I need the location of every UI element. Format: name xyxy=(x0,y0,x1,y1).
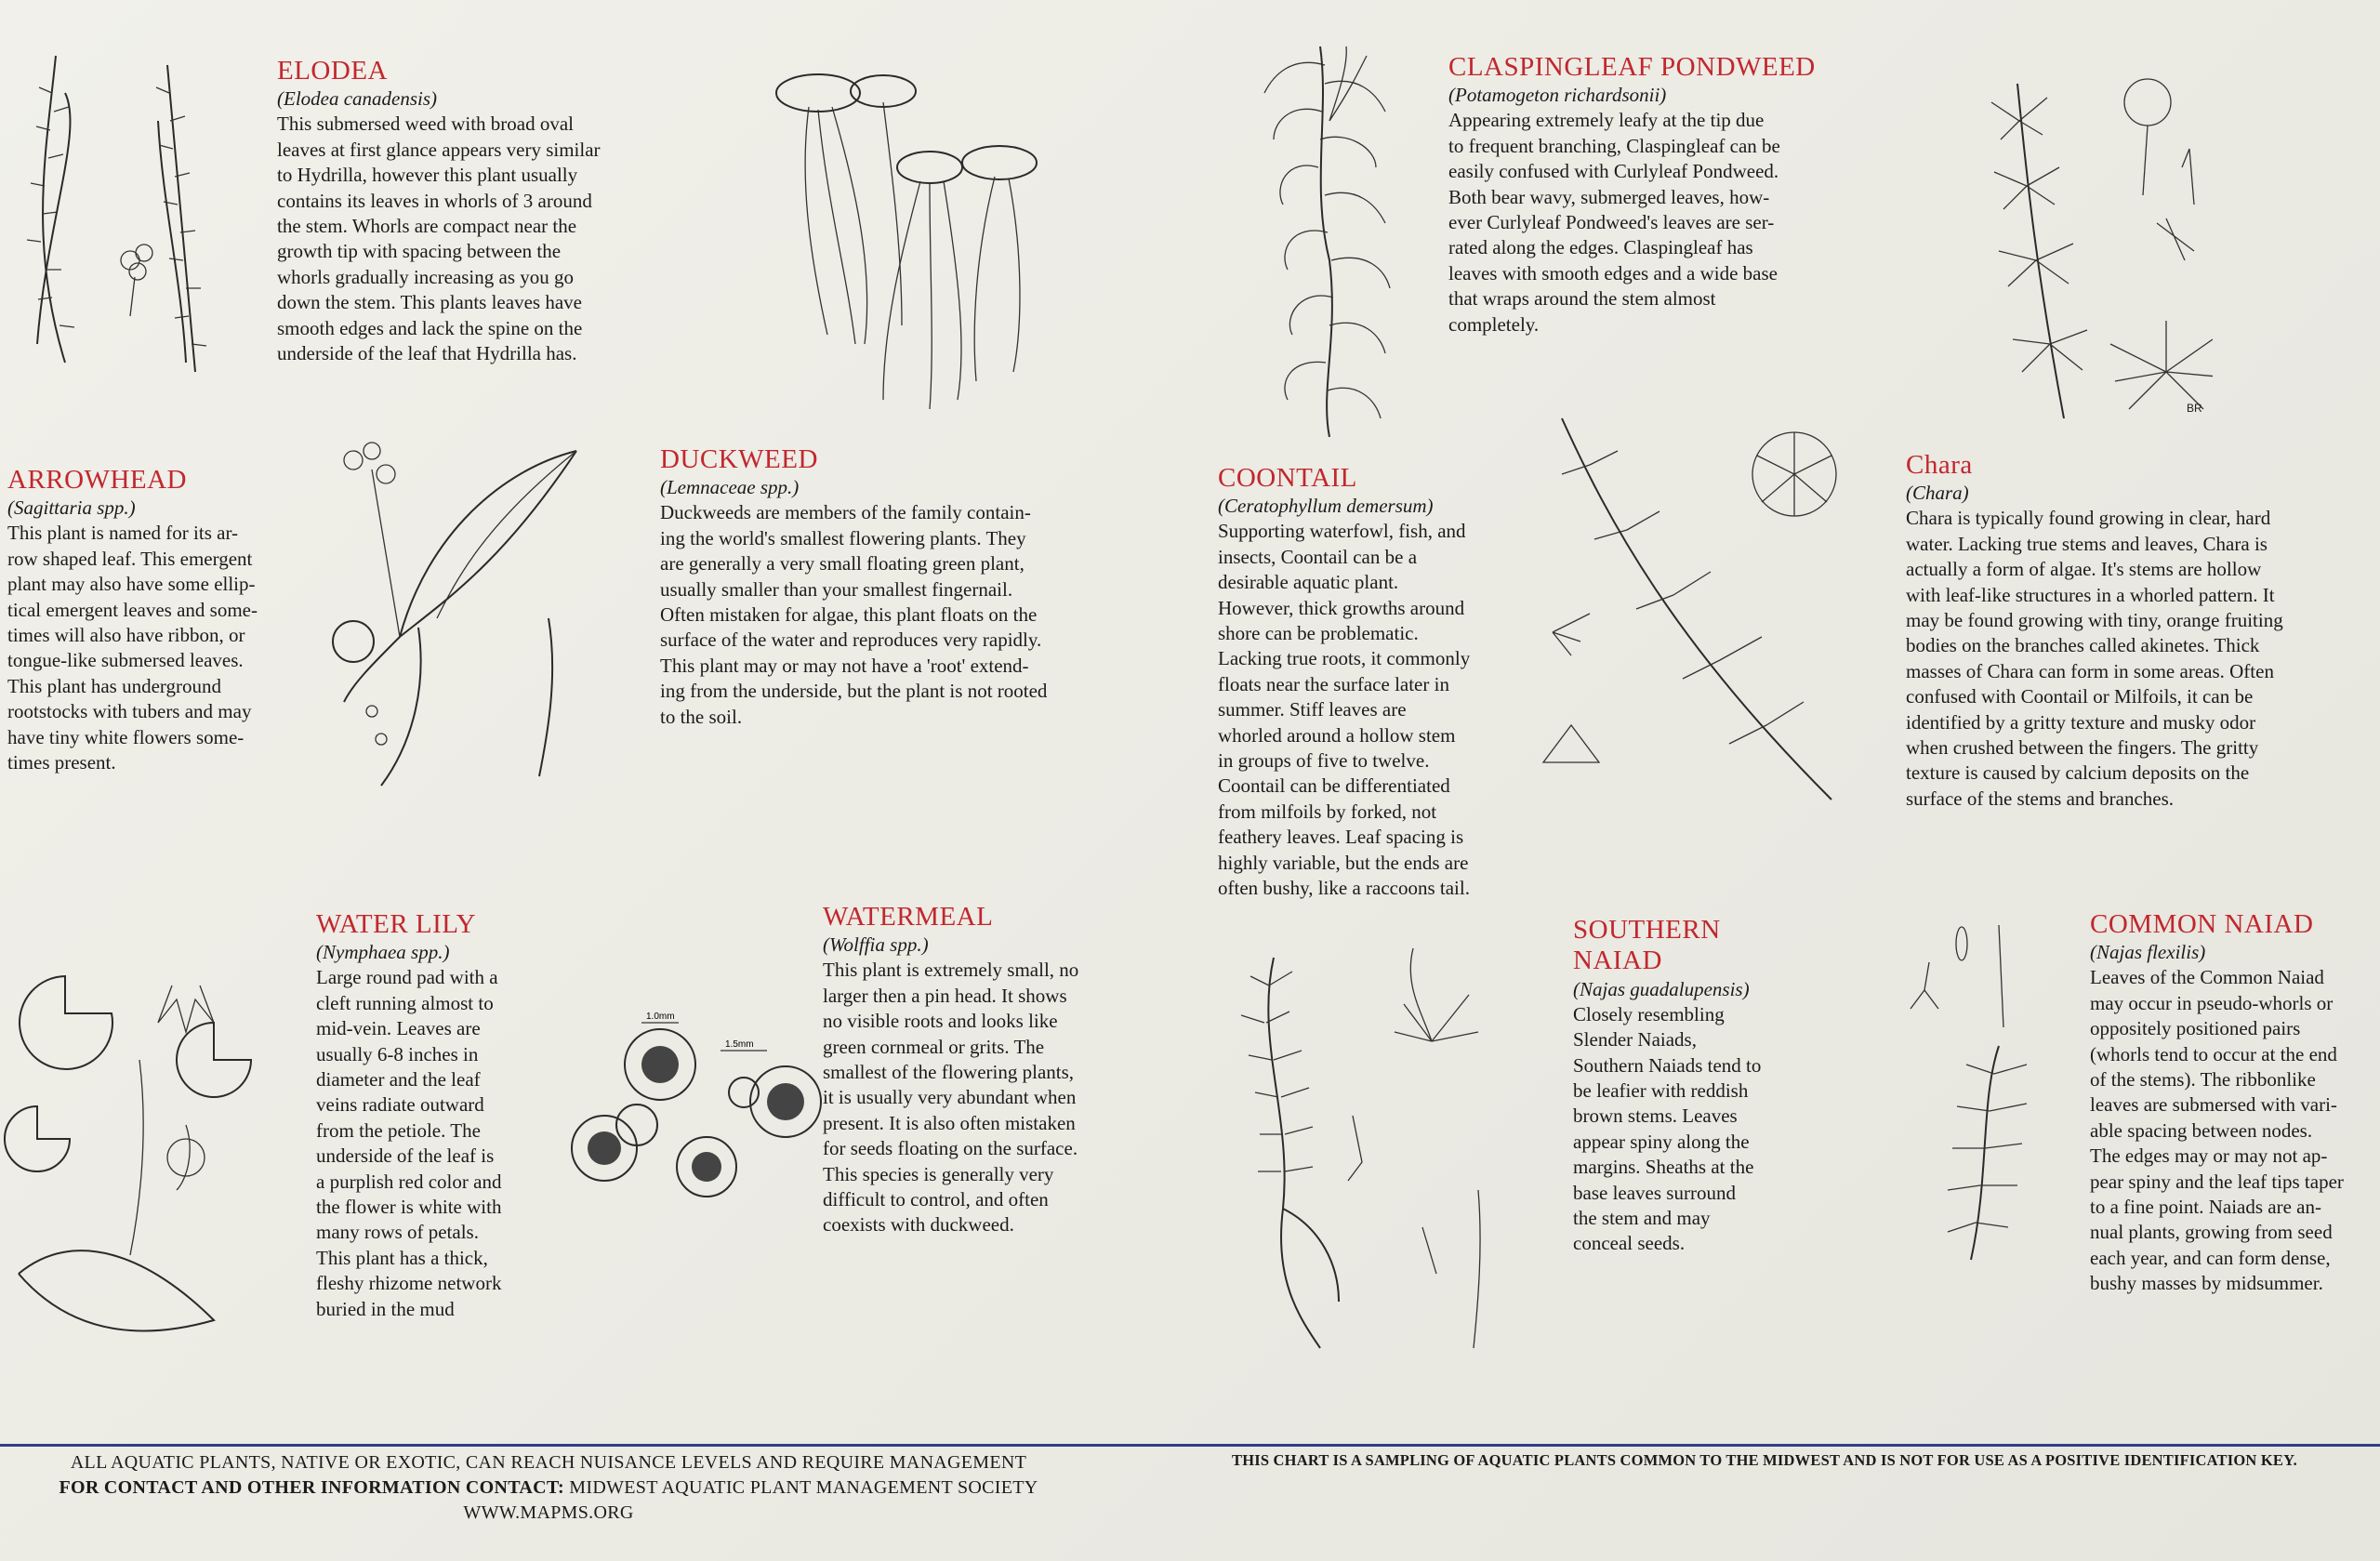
coontail-line: Coontail can be differentiated xyxy=(1218,774,1450,798)
footer-org: MIDWEST AQUATIC PLANT MANAGEMENT SOCIETY xyxy=(564,1477,1038,1498)
watermeal-line: smallest of the flowering plants, xyxy=(823,1060,1075,1083)
chara-line: identified by a gritty texture and musky odor xyxy=(1906,710,2256,734)
waterlily-line: from the petiole. The xyxy=(316,1118,481,1142)
elodea-scientific: (Elodea canadensis) xyxy=(277,87,438,111)
duckweed-line: ing the world's smallest flowering plants. They xyxy=(660,526,1026,549)
coontail-illustration xyxy=(1534,409,1859,818)
arrowhead-scientific: (Sagittaria spp.) xyxy=(7,496,136,520)
claspingleaf-illustration xyxy=(1236,37,1432,437)
watermeal-scale-1: 1.0mm xyxy=(646,1012,675,1022)
commonnaiad-line: (whorls tend to occur at the end xyxy=(2090,1042,2337,1065)
coontail-line: in groups of five to twelve. xyxy=(1218,749,1430,772)
waterlily-illustration xyxy=(0,948,307,1357)
duckweed-line: Often mistaken for algae, this plant floats on the xyxy=(660,602,1038,626)
commonnaiad-line: leaves are submersed with vari- xyxy=(2090,1093,2337,1117)
chara-scientific: (Chara) xyxy=(1906,482,1969,505)
footer-disclaimer: THIS CHART IS A SAMPLING OF AQUATIC PLANTS COMMON TO THE MIDWEST AND IS NOT FOR USE AS A POSITIVE IDENTIFICATION KEY. xyxy=(1232,1451,2297,1469)
southernnaiad-line: Southern Naiads tend to xyxy=(1573,1053,1762,1077)
southernnaiad-line: be leafier with reddish xyxy=(1573,1078,1749,1102)
waterlily-line: diameter and the leaf xyxy=(316,1067,481,1091)
arrowhead-line: plant may also have some ellip- xyxy=(7,573,256,596)
watermeal-illustration xyxy=(558,1004,827,1218)
commonnaiad-line: pear spiny and the leaf tips taper xyxy=(2090,1170,2344,1193)
coontail-line: Lacking true roots, it commonly xyxy=(1218,647,1471,670)
waterlily-line: usually 6-8 inches in xyxy=(316,1042,479,1065)
duckweed-line: are generally a very small floating green plant, xyxy=(660,552,1025,575)
chara-line: bodies on the branches called akinetes. Thick xyxy=(1906,634,2260,657)
chara-illustration xyxy=(1962,65,2213,428)
elodea-line: down the stem. This plants leaves have xyxy=(277,291,582,314)
southernnaiad-line: brown stems. Leaves xyxy=(1573,1105,1738,1128)
footer-contact-label: FOR CONTACT AND OTHER INFORMATION CONTACT: xyxy=(59,1477,564,1498)
arrowhead-illustration xyxy=(316,432,586,804)
claspingleaf-name: CLASPINGLEAF PONDWEED xyxy=(1448,52,1816,82)
elodea-name: ELODEA xyxy=(277,56,388,86)
waterlily-line: This plant has a thick, xyxy=(316,1246,488,1269)
coontail-line: Supporting waterfowl, fish, and xyxy=(1218,520,1466,543)
southernnaiad-scientific: (Najas guadalupensis) xyxy=(1573,977,1750,1000)
elodea-line: the stem. Whorls are compact near the xyxy=(277,214,577,237)
southernnaiad-line: base leaves surround xyxy=(1573,1181,1736,1204)
waterlily-line: fleshy rhizome network xyxy=(316,1272,502,1295)
waterlily-scientific: (Nymphaea spp.) xyxy=(316,941,450,964)
commonnaiad-line: of the stems). The ribbonlike xyxy=(2090,1067,2316,1091)
watermeal-line: coexists with duckweed. xyxy=(823,1213,1014,1237)
chara-line: when crushed between the fingers. The gritty xyxy=(1906,736,2259,759)
arrowhead-line: This plant is named for its ar- xyxy=(7,522,239,545)
southernnaiad-illustration xyxy=(1199,930,1534,1367)
watermeal-line: larger then a pin head. It shows xyxy=(823,984,1067,1007)
claspingleaf-line: Both bear wavy, submerged leaves, how- xyxy=(1448,185,1770,208)
watermeal-line: green cornmeal or grits. The xyxy=(823,1035,1045,1058)
southernnaiad-line: Slender Naiads, xyxy=(1573,1028,1697,1052)
arrowhead-line: times present. xyxy=(7,751,116,774)
footer-contact-line xyxy=(0,1475,1097,1501)
southernnaiad-entry xyxy=(1573,915,1824,1257)
claspingleaf-scientific: (Potamogeton richardsonii) xyxy=(1448,84,1667,107)
waterlily-line: veins radiate outward xyxy=(316,1093,484,1117)
waterlily-line: buried in the mud xyxy=(316,1297,455,1320)
elodea-entry xyxy=(277,56,668,366)
arrowhead-line: This plant has underground xyxy=(7,674,221,697)
elodea-line: smooth edges and lack the spine on the xyxy=(277,316,583,339)
arrowhead-name: ARROWHEAD xyxy=(7,465,187,495)
elodea-line: growth tip with spacing between the xyxy=(277,240,562,263)
elodea-line: to Hydrilla, however this plant usually xyxy=(277,164,578,187)
waterlily-line: Large round pad with a xyxy=(316,966,498,989)
elodea-line: underside of the leaf that Hydrilla has. xyxy=(277,342,577,364)
duckweed-line: This plant may or may not have a 'root' extend- xyxy=(660,654,1029,677)
chara-line: with leaf-like structures in a whorled pattern. It xyxy=(1906,583,2275,606)
footer-website: WWW.MAPMS.ORG xyxy=(463,1502,634,1523)
claspingleaf-entry xyxy=(1448,52,1848,337)
duckweed-illustration xyxy=(744,65,1051,418)
watermeal-scale-2: 1.5mm xyxy=(725,1039,754,1050)
southernnaiad-line: conceal seeds. xyxy=(1573,1232,1686,1255)
coontail-name: COONTAIL xyxy=(1218,463,1357,493)
claspingleaf-line: that wraps around the stem almost xyxy=(1448,287,1716,311)
elodea-line: whorls gradually increasing as you go xyxy=(277,265,575,288)
arrowhead-line: rootstocks with tubers and may xyxy=(7,700,252,723)
waterlily-name: WATER LILY xyxy=(316,909,477,939)
watermeal-line: for seeds floating on the surface. xyxy=(823,1137,1078,1160)
arrowhead-entry xyxy=(7,465,286,775)
duckweed-scientific: (Lemnaceae spp.) xyxy=(660,476,800,499)
southernnaiad-line: margins. Sheaths at the xyxy=(1573,1156,1754,1179)
chara-entry xyxy=(1906,450,2352,812)
commonnaiad-scientific: (Najas flexilis) xyxy=(2090,941,2206,964)
coontail-line: often bushy, like a raccoons tail. xyxy=(1218,877,1470,900)
footer-rule xyxy=(0,1444,2380,1447)
arrowhead-line: tical emergent leaves and some- xyxy=(7,598,258,621)
commonnaiad-line: able spacing between nodes. xyxy=(2090,1118,2313,1142)
commonnaiad-line: Leaves of the Common Naiad xyxy=(2090,966,2324,989)
duckweed-line: ing from the underside, but the plant is not rooted xyxy=(660,680,1048,703)
commonnaiad-line: may occur in pseudo-whorls or xyxy=(2090,991,2334,1014)
watermeal-line: no visible roots and looks like xyxy=(823,1010,1058,1033)
chara-name: Chara xyxy=(1906,450,1973,480)
southernnaiad-line: appear spiny along the xyxy=(1573,1130,1750,1153)
elodea-line: This submersed weed with broad oval xyxy=(277,112,575,136)
coontail-line: highly variable, but the ends are xyxy=(1218,851,1469,874)
commonnaiad-line: nual plants, growing from seed xyxy=(2090,1221,2333,1244)
southernnaiad-name-2: NAIAD xyxy=(1573,946,1662,976)
commonnaiad-illustration xyxy=(1878,916,2092,1278)
coontail-scientific: (Ceratophyllum demersum) xyxy=(1218,495,1434,518)
artist-initials: BR xyxy=(2187,402,2202,415)
southernnaiad-name-1: SOUTHERN xyxy=(1573,915,1721,945)
coontail-line: floats near the surface later in xyxy=(1218,672,1449,695)
chara-line: actually a form of algae. It's stems are hollow xyxy=(1906,558,2262,581)
watermeal-name: WATERMEAL xyxy=(823,902,994,932)
waterlily-line: cleft running almost to xyxy=(316,991,494,1014)
coontail-line: from milfoils by forked, not xyxy=(1218,800,1437,823)
coontail-line: desirable aquatic plant. xyxy=(1218,571,1399,594)
claspingleaf-line: Appearing extremely leafy at the tip due xyxy=(1448,109,1765,132)
coontail-line: whorled around a hollow stem xyxy=(1218,723,1456,747)
commonnaiad-line: bushy masses by midsummer. xyxy=(2090,1272,2323,1295)
waterlily-line: mid-vein. Leaves are xyxy=(316,1017,481,1040)
waterlily-line: the flower is white with xyxy=(316,1196,502,1218)
coontail-entry xyxy=(1218,463,1553,901)
watermeal-line: it is usually very abundant when xyxy=(823,1086,1077,1109)
commonnaiad-line: each year, and can form dense, xyxy=(2090,1246,2331,1269)
footer-notice: ALL AQUATIC PLANTS, NATIVE OR EXOTIC, CAN REACH NUISANCE LEVELS AND REQUIRE MANAGEMENT xyxy=(70,1452,1027,1473)
commonnaiad-line: oppositely positioned pairs xyxy=(2090,1017,2301,1040)
claspingleaf-line: ever Curlyleaf Pondweed's leaves are ser- xyxy=(1448,210,1775,233)
arrowhead-line: tongue-like submersed leaves. xyxy=(7,649,244,672)
duckweed-name: DUCKWEED xyxy=(660,444,818,474)
duckweed-line: usually smaller than your smallest fingernail. xyxy=(660,577,1013,601)
coontail-line: summer. Stiff leaves are xyxy=(1218,698,1407,721)
duckweed-line: to the soil. xyxy=(660,705,743,728)
southernnaiad-line: the stem and may xyxy=(1573,1206,1711,1229)
duckweed-line: surface of the water and reproduces very rapidly. xyxy=(660,628,1042,652)
claspingleaf-line: leaves with smooth edges and a wide base xyxy=(1448,261,1778,284)
arrowhead-line: row shaped leaf. This emergent xyxy=(7,547,253,570)
chara-line: may be found growing with tiny, orange fruiting xyxy=(1906,608,2283,631)
duckweed-line: Duckweeds are members of the family contain- xyxy=(660,501,1031,524)
coontail-line: However, thick growths around xyxy=(1218,596,1465,619)
southernnaiad-line: Closely resembling xyxy=(1573,1002,1725,1025)
watermeal-entry xyxy=(823,902,1157,1238)
elodea-line: contains its leaves in whorls of 3 around xyxy=(277,189,592,212)
watermeal-line: This plant is extremely small, no xyxy=(823,959,1079,982)
arrowhead-line: have tiny white flowers some- xyxy=(7,725,245,748)
waterlily-line: a purplish red color and xyxy=(316,1170,502,1193)
claspingleaf-line: rated along the edges. Claspingleaf has xyxy=(1448,236,1753,259)
chara-line: surface of the stems and branches. xyxy=(1906,787,2175,810)
waterlily-line: many rows of petals. xyxy=(316,1221,479,1244)
watermeal-line: difficult to control, and often xyxy=(823,1188,1049,1210)
chara-line: masses of Chara can form in some areas. Often xyxy=(1906,659,2274,682)
watermeal-scientific: (Wolffia spp.) xyxy=(823,933,929,957)
coontail-line: insects, Coontail can be a xyxy=(1218,545,1418,568)
coontail-line: feathery leaves. Leaf spacing is xyxy=(1218,826,1464,849)
coontail-line: shore can be problematic. xyxy=(1218,621,1419,644)
commonnaiad-entry xyxy=(2090,909,2369,1297)
duckweed-entry xyxy=(660,444,1134,730)
arrowhead-line: times will also have ribbon, or xyxy=(7,623,245,646)
waterlily-line: underside of the leaf is xyxy=(316,1144,495,1168)
chara-line: texture is caused by calcium deposits on the xyxy=(1906,761,2250,785)
commonnaiad-line: to a fine point. Naiads are an- xyxy=(2090,1196,2321,1218)
chara-line: Chara is typically found growing in clear, hard xyxy=(1906,507,2271,530)
watermeal-line: present. It is also often mistaken xyxy=(823,1111,1076,1134)
watermeal-line: This species is generally very xyxy=(823,1162,1054,1185)
elodea-line: leaves at first glance appears very similar xyxy=(277,138,601,161)
claspingleaf-line: easily confused with Curlyleaf Pondweed. xyxy=(1448,160,1779,183)
commonnaiad-name: COMMON NAIAD xyxy=(2090,909,2314,939)
claspingleaf-line: completely. xyxy=(1448,312,1540,336)
elodea-illustration xyxy=(0,37,223,381)
chara-line: water. Lacking true stems and leaves, Chara is xyxy=(1906,532,2268,555)
chara-line: confused with Coontail or Milfoils, it can be xyxy=(1906,685,2254,708)
waterlily-entry xyxy=(316,909,539,1322)
commonnaiad-line: The edges may or may not ap- xyxy=(2090,1144,2328,1168)
claspingleaf-line: to frequent branching, Claspingleaf can be xyxy=(1448,134,1780,157)
footer-contact xyxy=(0,1450,1097,1526)
